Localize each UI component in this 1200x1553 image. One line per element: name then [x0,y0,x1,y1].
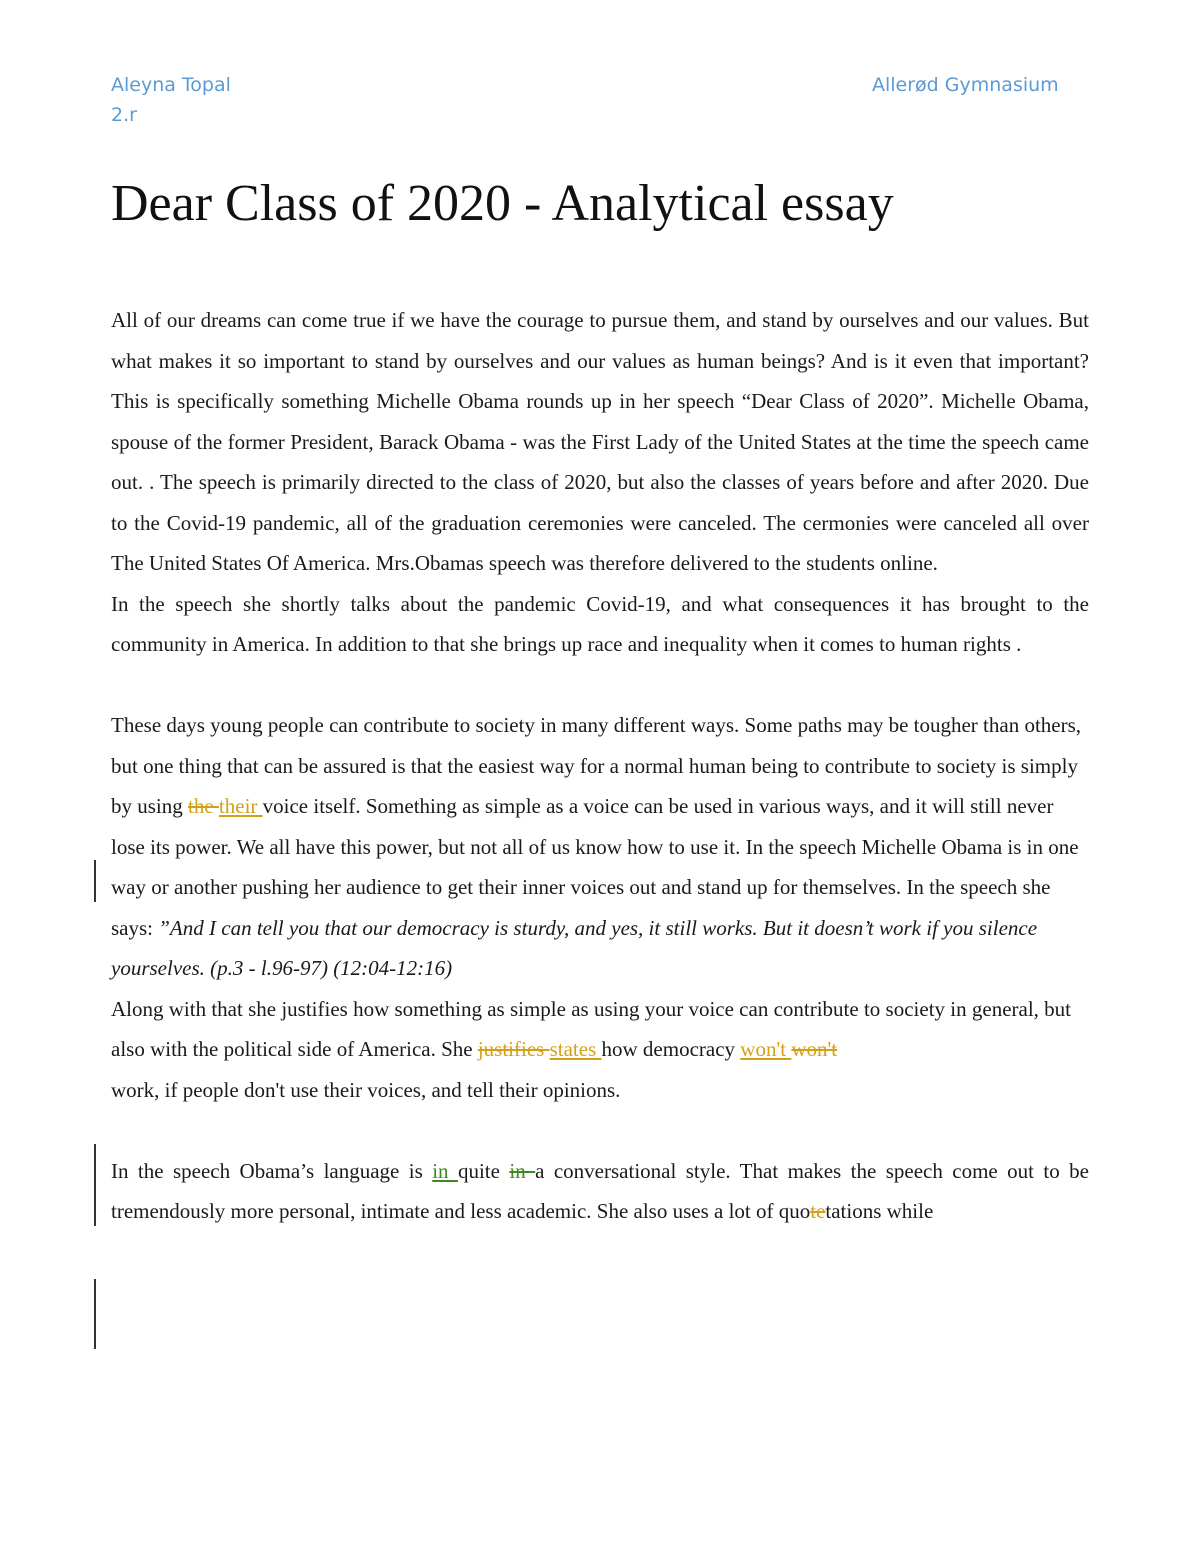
text-run: how democracy [601,1037,741,1061]
tracked-deletion[interactable]: won't [791,1037,838,1061]
essay-body [111,300,1089,1232]
paragraph-voice [111,705,1089,989]
header-left [111,70,231,130]
school-name: Allerød Gymnasium [872,74,1059,96]
text-run: quite [457,1158,510,1183]
text-run: a conversational style. That makes the speech come out to be tremendously more personal, intimate and less academic. She also uses a lot of quo [111,1158,1089,1223]
tracked-insertion[interactable]: their [218,794,263,818]
text-run: work, if people don't use their voices, and tell their opinions. [111,1077,621,1102]
paragraph-democracy [111,989,1089,1111]
tracked-deletion[interactable]: in [509,1158,536,1183]
tracked-insertion[interactable]: won't [740,1037,792,1061]
text-run: Along with that she justifies how something as simple as using your voice can contribute to society in general, but also with the political side of America. She [111,996,1071,1061]
text-run: tations while [825,1199,934,1223]
paragraph-language [111,1151,1089,1232]
tracked-deletion[interactable]: justifies [477,1037,550,1061]
text-run: voice itself. Something as simple as a voice can be used in various ways, and it will still never lose its power. We all have this power, but not all of us know how to use it. In the speech Michelle Obama is in one way or another pushing her audience to get their inner voices out and stand up for themselves. In the speech she says: [111,794,1079,940]
paragraph-intro: All of our dreams can come true if we have the courage to pursue them, and stand by ourselves and our values. But what makes it so important to stand by ourselves and our values as human beings? And is it even that important? This is specifically something Michelle Obama rounds up in her speech “Dear Class of 2020”. Michelle Obama, spouse of the former President, Barack Obama - was the First Lady of the United States at the time the speech came out. . The speech is primarily directed to the class of 2020, but also the classes of years before and after 2020. Due to the Covid-19 pandemic, all of the graduation ceremonies were canceled. The cermonies were canceled all over The United States Of America. Mrs.Obamas speech was therefore delivered to the students online. [111,308,1089,575]
speech-quote: ”And I can tell you that our democracy is sturdy, and yes, it still works. But it doesn’t work if you silence yourselves. (p.3 - l.96-97) (12:04-12:16) [111,915,1038,980]
document-title: Dear Class of 2020 - Analytical essay [111,175,894,232]
tracked-insertion[interactable]: in [432,1158,458,1183]
class-name: 2.r [111,104,137,126]
paragraph-topics: In the speech she shortly talks about the pandemic Covid-19, and what consequences it has brought to the community in America. In addition to that she brings up race and inequality when it comes to human rights . [111,591,1089,656]
change-bar [94,1279,96,1349]
tracked-deletion[interactable]: te [810,1199,826,1223]
change-bar [94,860,96,902]
change-bar [94,1144,96,1226]
tracked-insertion[interactable]: states [549,1037,602,1061]
tracked-deletion[interactable]: the [188,794,219,818]
text-run: In the speech Obama’s language is [111,1158,433,1183]
text-run: These days young people can contribute to society in many different ways. Some paths may be tougher than others, but one thing that can be assured is that the easiest way for a normal human being to contribute to society is simply by using [111,713,1082,818]
paragraph-gap [111,665,1089,706]
author-name: Aleyna Topal [111,74,231,96]
paragraph-gap [111,1110,1089,1151]
